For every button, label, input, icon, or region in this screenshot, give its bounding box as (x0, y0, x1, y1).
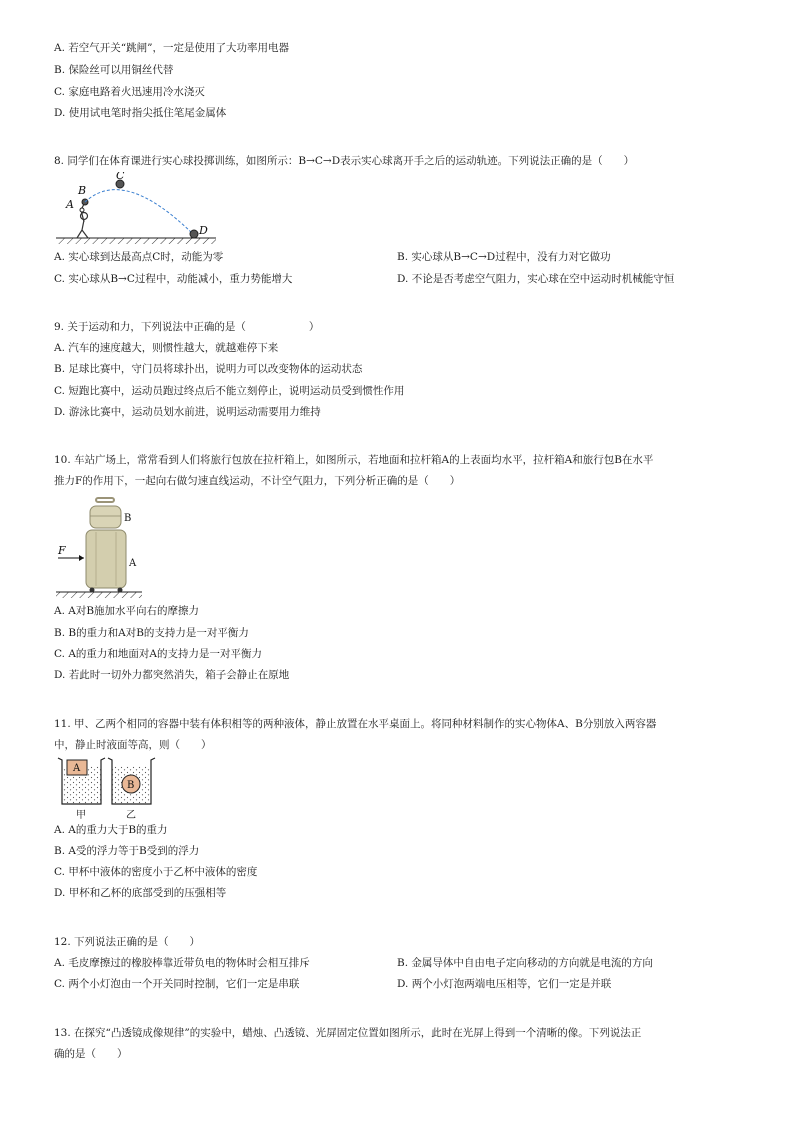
travel-bag-b (90, 506, 121, 528)
ball-at-d (190, 230, 198, 238)
q11-option-b: B. A受的浮力等于B受到的浮力 (54, 845, 200, 857)
label-b: B (124, 513, 132, 524)
q8-option-d: D. 不论是否考虑空气阻力，实心球在空中运动时机械能守恒 (397, 273, 675, 285)
q9-option-b: B. 足球比赛中，守门员将球扑出，说明力可以改变物体的运动状态 (54, 363, 363, 375)
label-jia: 甲 (76, 810, 86, 821)
q10-option-b: B. B的重力和A对B的支持力是一对平衡力 (54, 627, 249, 639)
q7-option-a: A. 若空气开关“跳闸”，一定是使用了大功率用电器 (54, 42, 289, 54)
q10-luggage-figure (54, 496, 144, 598)
trajectory-curve (85, 190, 194, 235)
q9-option-d: D. 游泳比赛中，运动员划水前进，说明运动需要用力维持 (54, 406, 321, 418)
q12-option-a: A. 毛皮摩擦过的橡胶棒靠近带负电的物体时会相互排斥 (54, 957, 310, 969)
q12-option-d: D. 两个小灯泡两端电压相等，它们一定是并联 (397, 978, 612, 990)
container-jia (58, 758, 105, 804)
label-f: F (58, 544, 66, 557)
q13-stem-line1: 13. 在探究“凸透镜成像规律”的实验中，蜡烛、凸透镜、光屏固定位置如图所示，此时在光屏上得到一个清晰的像。下列说法正 (54, 1027, 642, 1039)
q10-stem-line1: 10. 车站广场上，常常看到人们将旅行包放在拉杆箱上，如图所示，若地面和拉杆箱A的上表面均水平，拉杆箱A和旅行包B在水平 (54, 454, 654, 466)
label-object-b: B (127, 780, 135, 791)
q11-option-c: C. 甲杯中液体的密度小于乙杯中液体的密度 (54, 866, 258, 878)
q12-option-c: C. 两个小灯泡由一个开关同时控制，它们一定是串联 (54, 978, 300, 990)
q7-option-c: C. 家庭电路着火迅速用冷水浇灭 (54, 86, 205, 98)
container-yi (108, 758, 155, 804)
ball-at-a (80, 208, 84, 212)
label-a: A (129, 558, 137, 569)
thrower-figure (77, 202, 88, 238)
q8-option-c: C. 实心球从B→C过程中，动能减小，重力势能增大 (54, 273, 293, 285)
label-object-a: A (73, 763, 81, 774)
q7-option-b: B. 保险丝可以用铜丝代替 (54, 64, 174, 76)
label-b: B (78, 184, 87, 197)
q11-option-a: A. A的重力大于B的重力 (54, 824, 168, 836)
q11-containers-figure (54, 756, 159, 822)
q8-shotput-figure (54, 172, 224, 244)
q13-stem-line2: 确的是（ ） (54, 1048, 128, 1060)
label-a: A (66, 198, 74, 211)
q12-stem: 12. 下列说法正确的是（ ） (54, 936, 201, 948)
q8-stem: 8. 同学们在体育课进行实心球投掷训练，如图所示：B→C→D表示实心球离开手之后的运动轨迹。下列说法正确的是（ ） (54, 155, 635, 167)
q8-option-a: A. 实心球到达最高点C时，动能为零 (54, 251, 224, 263)
label-yi: 乙 (126, 810, 136, 821)
q7-option-d: D. 使用试电笔时指尖抵住笔尾金属体 (54, 107, 227, 119)
label-d: D (199, 224, 208, 237)
q10-option-c: C. A的重力和地面对A的支持力是一对平衡力 (54, 648, 262, 660)
label-c: C (116, 172, 125, 182)
q11-stem-line2: 中，静止时液面等高，则（ ） (54, 739, 212, 751)
q11-option-d: D. 甲杯和乙杯的底部受到的压强相等 (54, 887, 227, 899)
q8-option-b: B. 实心球从B→C→D过程中，没有力对它做功 (397, 251, 611, 263)
q10-option-d: D. 若此时一切外力都突然消失，箱子会静止在原地 (54, 669, 290, 681)
suitcase-a (86, 530, 126, 588)
q11-stem-line1: 11. 甲、乙两个相同的容器中装有体积相等的两种液体，静止放置在水平桌面上。将同种材料制作的实心物体A、B分别放入两容器 (54, 718, 657, 730)
q10-option-a: A. A对B施加水平向右的摩擦力 (54, 605, 200, 617)
q10-stem-line2: 推力F的作用下，一起向右做匀速直线运动，不计空气阻力，下列分析正确的是（ ） (54, 475, 461, 487)
q9-option-c: C. 短跑比赛中，运动员跑过终点后不能立刻停止，说明运动员受到惯性作用 (54, 385, 405, 397)
q9-stem: 9. 关于运动和力，下列说法中正确的是（ ） (54, 321, 320, 333)
q9-option-a: A. 汽车的速度越大，则惯性越大，就越难停下来 (54, 342, 279, 354)
q12-option-b: B. 金属导体中自由电子定向移动的方向就是电流的方向 (397, 957, 653, 969)
